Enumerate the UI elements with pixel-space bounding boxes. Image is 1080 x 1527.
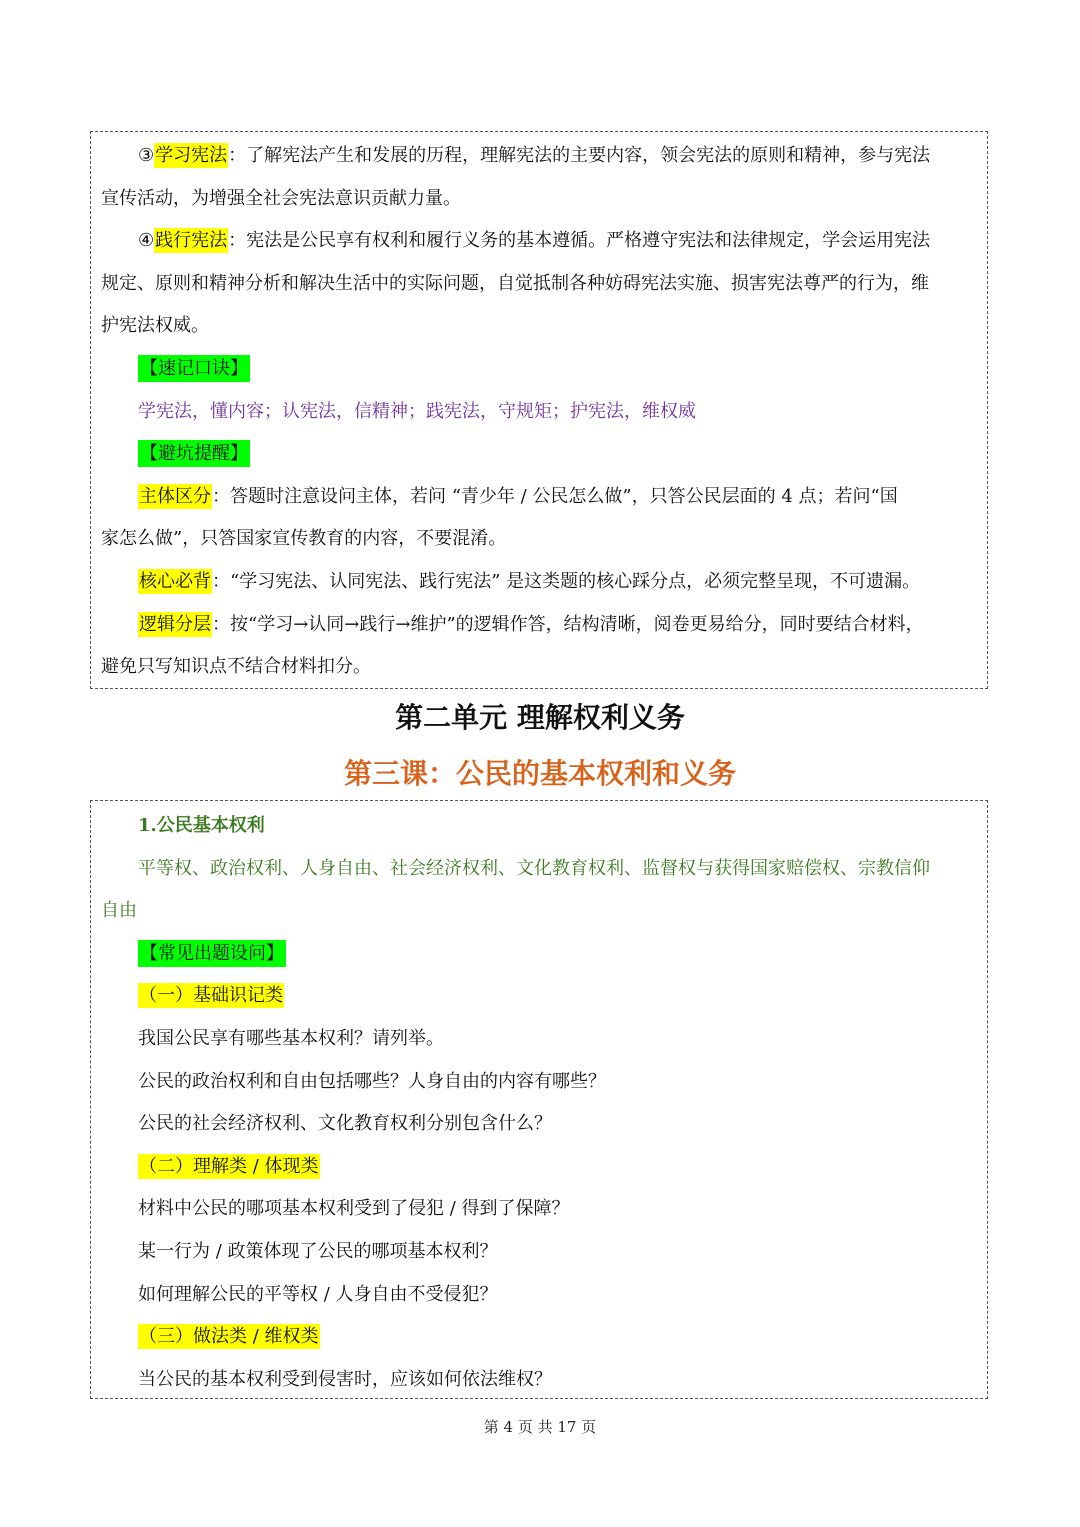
page-footer: 第 4 页 共 17 页 <box>483 1418 597 1436</box>
question-item: 公民的社会经济权利、文化教育权利分别包含什么？ <box>138 1113 552 1135</box>
paragraph-text: 宣传活动，为增强全社会宪法意识贡献力量。 <box>101 187 461 209</box>
paragraph-text: ：了解宪法产生和发展的历程，理解宪法的主要内容，领会宪法的原则和精神，参与宪法 <box>228 145 931 166</box>
mnemonic-tag-row <box>101 348 977 391</box>
question-tag: 【常见出题设问】 <box>138 940 286 967</box>
paragraph-text: ：宪法是公民享有权利和履行义务的基本遵循。严格遵守宪法和法律规定，学会运用宪法 <box>228 230 931 252</box>
paragraph-learn-constitution <box>101 135 977 178</box>
circled-number: ③ <box>138 145 155 166</box>
circled-number: ④ <box>138 230 155 252</box>
question-item: 某一行为 / 政策体现了公民的哪项基本权利？ <box>138 1240 498 1262</box>
paragraph-text: 避免只写知识点不结合材料扣分。 <box>101 656 371 678</box>
unit-title: 第二单元 理解权利义务 <box>395 701 685 734</box>
mnemonic-tag: 【速记口诀】 <box>138 355 250 382</box>
keyword-highlight: 践行宪法 <box>155 230 228 252</box>
section-heading: 1.公民基本权利 <box>138 815 265 836</box>
category-label: （一）基础识记类 <box>139 985 283 1007</box>
category-label: （三）做法类 / 维权类 <box>139 1326 319 1348</box>
paragraph-text: 规定、原则和精神分析和解决生活中的实际问题，自觉抵制各种妨碍宪法实施、损害宪法尊严的行为，维 <box>101 272 929 294</box>
warning-tag: 【避坑提醒】 <box>138 440 250 467</box>
category-row <box>101 1146 977 1189</box>
tip-core <box>101 561 977 604</box>
category-row <box>101 1316 977 1359</box>
tip-subject <box>101 476 977 519</box>
category-row <box>101 975 977 1018</box>
paragraph-text: ：“学习宪法、认同宪法、践行宪法” 是这类题的核心踩分点，必须完整呈现，不可遗漏。 <box>212 570 921 592</box>
paragraph-text: ：答题时注意设问主体，若问 “青少年 / 公民怎么做”，只答公民层面的 4 点；若问“国 <box>212 485 898 507</box>
lesson-title: 第三课：公民的基本权利和义务 <box>343 757 736 790</box>
constitution-notes-box <box>90 131 988 689</box>
civil-rights-box <box>90 800 988 1399</box>
question-item: 我国公民享有哪些基本权利？请列举。 <box>138 1027 444 1049</box>
question-item: 公民的政治权利和自由包括哪些？人身自由的内容有哪些？ <box>138 1070 606 1092</box>
keyword-highlight: 核心必背 <box>139 570 211 592</box>
tip-logic <box>101 604 977 647</box>
question-item: 当公民的基本权利受到侵害时，应该如何依法维权？ <box>138 1368 552 1390</box>
warning-tag-row <box>101 433 977 476</box>
keyword-highlight: 逻辑分层 <box>139 613 211 635</box>
paragraph-text: 家怎么做”，只答国家宣传教育的内容，不要混淆。 <box>101 528 507 550</box>
paragraph-text: ：按“学习→认同→践行→维护”的逻辑作答，结构清晰，阅卷更易给分，同时要结合材料， <box>212 613 924 635</box>
rights-list: 平等权、政治权利、人身自由、社会经济权利、文化教育权利、监督权与获得国家赔偿权、宗教信仰 <box>138 857 930 879</box>
question-item: 如何理解公民的平等权 / 人身自由不受侵犯？ <box>138 1283 498 1305</box>
keyword-highlight: 主体区分 <box>139 485 211 507</box>
mnemonic-text: 学宪法，懂内容；认宪法，信精神；践宪法，守规矩；护宪法，维权威 <box>138 400 696 422</box>
category-label: （二）理解类 / 体现类 <box>139 1155 319 1177</box>
paragraph-text: 护宪法权威。 <box>101 315 209 337</box>
question-item: 材料中公民的哪项基本权利受到了侵犯 / 得到了保障？ <box>138 1198 570 1220</box>
paragraph-practice-constitution <box>101 220 977 263</box>
rights-list: 自由 <box>101 900 137 922</box>
question-tag-row <box>101 933 977 976</box>
keyword-highlight: 学习宪法 <box>155 145 228 166</box>
